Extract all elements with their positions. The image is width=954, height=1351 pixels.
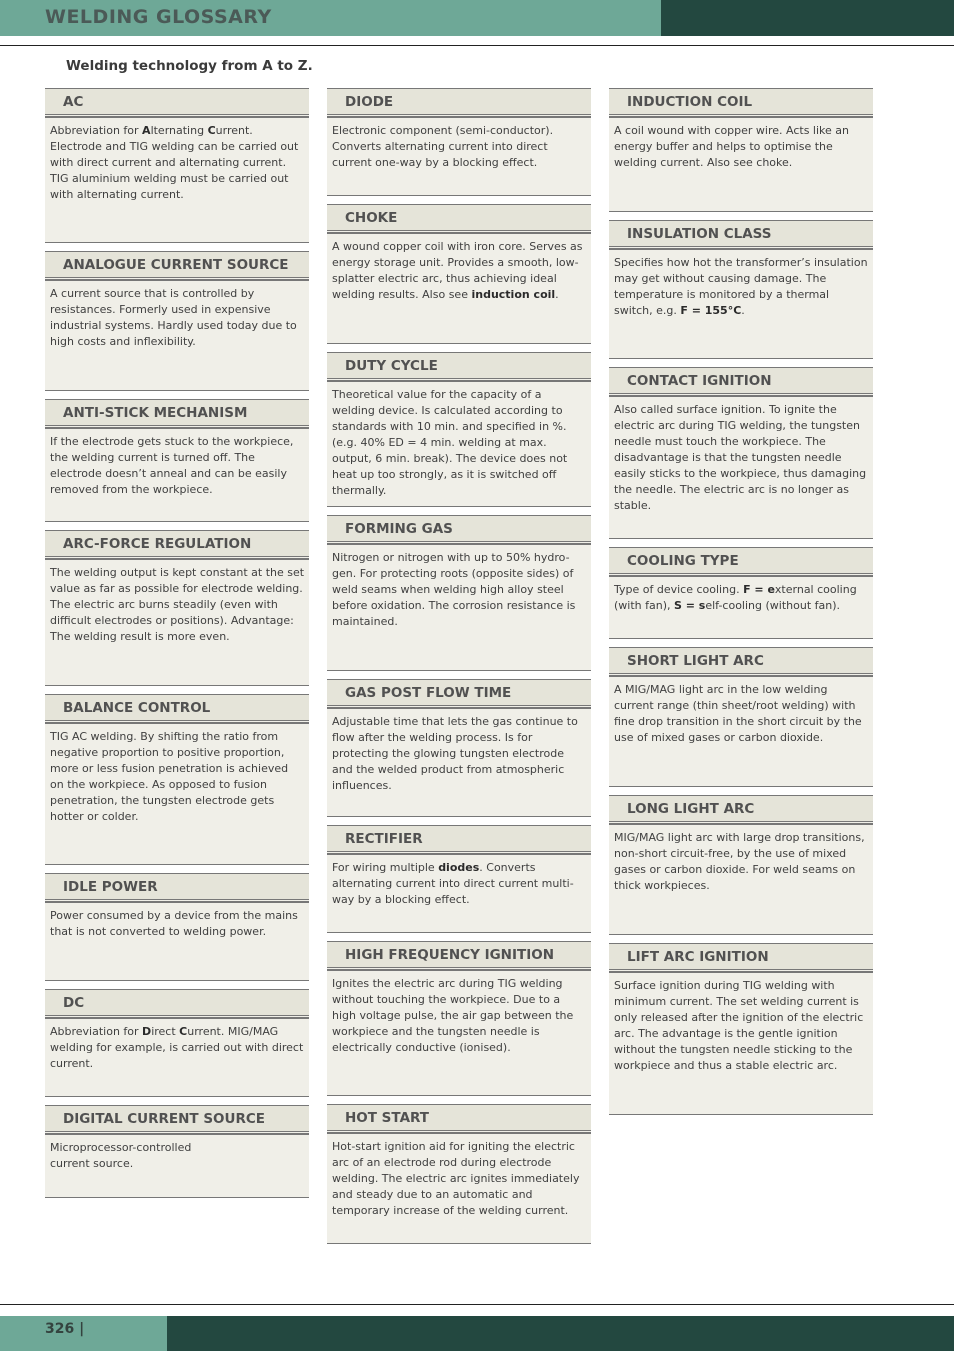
glossary-definition: A current source that is controlled by resistances. Formerly used in expensive industrial systems. Hardly used today due to high costs and inflexibility. [50, 287, 297, 348]
glossary-term: GAS POST FLOW TIME [345, 684, 512, 701]
glossary-entry-header [45, 252, 309, 278]
glossary-definition: Abbreviation for Direct Current. MIG/MAG welding for example, is carried out with direct current. [50, 1025, 304, 1070]
glossary-entry [327, 679, 591, 817]
glossary-definition: A coil wound with copper wire. Acts like an energy buffer and helps to optimise the welding current. Also see choke. [614, 124, 850, 169]
glossary-entry [45, 989, 309, 1097]
glossary-term: DIODE [345, 93, 394, 110]
glossary-entry-header [45, 531, 309, 557]
glossary-definition: If the electrode gets stuck to the workpiece, the welding current is turned off. The electrode doesn’t anneal and can be easily removed from the workpiece. [50, 435, 294, 496]
glossary-definition: A wound copper coil with iron core. Serves as energy storage unit. Provides a smooth, low-splatter electric arc, thus achieving ideal welding results. Also see induction coil. [332, 240, 583, 301]
glossary-entry [609, 547, 873, 639]
glossary-term: DC [63, 994, 85, 1011]
glossary-entry-header [327, 1105, 591, 1131]
glossary-term: DUTY CYCLE [345, 357, 438, 374]
glossary-entry [327, 88, 591, 196]
glossary-definition: A MIG/MAG light arc in the low welding current range (thin sheet/root welding) with fine drop transition in the short circuit by the use of mixed gases or carbon dioxide. [614, 683, 862, 744]
glossary-entry-header [609, 944, 873, 970]
glossary-definition: Specifies how hot the transformer’s insulation may get without causing damage. The temperature is monitored by a thermal switch, e.g. F = 155°C. [614, 256, 868, 317]
glossary-entry-header [45, 400, 309, 426]
glossary-term: BALANCE CONTROL [63, 699, 211, 716]
glossary-term: HOT START [345, 1109, 430, 1126]
glossary-entry-header [609, 368, 873, 394]
glossary-entry-header [327, 826, 591, 852]
header-divider [0, 45, 954, 46]
glossary-entry [609, 795, 873, 935]
glossary-definition: The welding output is kept constant at the set value as far as possible for electrode welding. The electric arc burns steadily (even with difficult electrodes or positions). Advantage: The welding result is more even. [50, 566, 305, 643]
glossary-definition: MIG/MAG light arc with large drop transitions, non-short circuit-free, by the use of mixed gases or carbon dioxide. For weld seams on thick workpieces. [614, 831, 865, 892]
glossary-entry-header [327, 516, 591, 542]
page-number: 326 | [45, 1321, 85, 1337]
glossary-entry [327, 515, 591, 671]
glossary-definition: Type of device cooling. F = external cooling (with fan), S = self-cooling (without fan). [614, 583, 857, 612]
glossary-definition: Microprocessor-controlled current source. [50, 1141, 192, 1170]
glossary-entry-header [609, 648, 873, 674]
glossary-definition: Ignites the electric arc during TIG welding without touching the workpiece. Due to a high voltage pulse, the air gap between the workpiece and the tungsten needle is electrically conductive (ionised). [332, 977, 574, 1054]
glossary-term: SHORT LIGHT ARC [627, 652, 764, 669]
glossary-entry [45, 88, 309, 243]
glossary-definition: TIG AC welding. By shifting the ratio from negative proportion to positive proportion, more or less fusion penetration is achieved on the workpiece. As opposed to fusion penetration, the tungsten electrode gets hotter or colder. [50, 730, 289, 823]
glossary-definition: Power consumed by a device from the mains that is not converted to welding power. [50, 909, 298, 938]
glossary-column-3 [609, 88, 873, 1123]
glossary-term: ARC-FORCE REGULATION [63, 535, 252, 552]
glossary-definition: Abbreviation for Alternating Current. Electrode and TIG welding can be carried out with direct current and alternating current. TIG aluminium welding must be carried out with alternating current. [50, 124, 299, 201]
glossary-term: LONG LIGHT ARC [627, 800, 755, 817]
glossary-entry [45, 399, 309, 522]
glossary-entry-header [327, 680, 591, 706]
glossary-definition: Nitrogen or nitrogen with up to 50% hydro-gen. For protecting roots (opposite sides) of weld seams when welding high alloy steel before oxidation. The corrosion resistance is maintained. [332, 551, 576, 628]
glossary-term: LIFT ARC IGNITION [627, 948, 769, 965]
glossary-entry [609, 220, 873, 359]
glossary-entry-header [45, 1106, 309, 1132]
glossary-entry-header [45, 874, 309, 900]
glossary-definition: Adjustable time that lets the gas continue to flow after the welding process. Is for protecting the glowing tungsten electrode and the welded product from atmospheric influences. [332, 715, 578, 792]
glossary-entry-header [609, 796, 873, 822]
glossary-entry-header [609, 548, 873, 574]
glossary-entry-header [327, 353, 591, 379]
glossary-entry [45, 251, 309, 391]
glossary-definition: Electronic component (semi-conductor). Converts alternating current into direct current one-way by a blocking effect. [332, 124, 554, 169]
footer-divider [0, 1304, 954, 1305]
glossary-definition: Hot-start ignition aid for igniting the electric arc of an electrode rod during electrode welding. The electric arc ignites immediately and steady due to an automatic and temporary increase of the welding current. [332, 1140, 580, 1217]
glossary-entry [609, 647, 873, 787]
glossary-term: INDUCTION COIL [627, 93, 753, 110]
page-title: WELDING GLOSSARY [45, 6, 272, 28]
glossary-entry [45, 530, 309, 686]
glossary-entry [45, 1105, 309, 1198]
page-subtitle: Welding technology from A to Z. [66, 58, 313, 74]
glossary-definition: Also called surface ignition. To ignite the electric arc during TIG welding, the tungsten needle must touch the workpiece. The disadvantage is that the tungsten needle easily sticks to the workpiece, thus damaging the needle. The electric arc is no longer as stable. [614, 403, 867, 512]
glossary-entry [327, 825, 591, 933]
glossary-column-2 [327, 88, 591, 1252]
header-band-dark [661, 0, 954, 36]
glossary-term: CHOKE [345, 209, 398, 226]
glossary-definition: Surface ignition during TIG welding with minimum current. The set welding current is only released after the ignition of the electric arc. The advantage is the gentle ignition without the tungsten needle sticking to the workpiece and thus a stable electric arc. [614, 979, 864, 1072]
glossary-entry [609, 943, 873, 1115]
glossary-entry [327, 1104, 591, 1244]
glossary-entry-header [45, 990, 309, 1016]
glossary-term: FORMING GAS [345, 520, 453, 537]
glossary-entry-header [45, 89, 309, 115]
glossary-entry-header [45, 695, 309, 721]
glossary-definition: Theoretical value for the capacity of a welding device. Is calculated according to standards with 10 min. and specified in %. (e.g. 40% ED = 4 min. welding at max. output, 6 min. break). The device does not heat up too strongly, as it is switched off thermally. [332, 388, 568, 497]
glossary-entry [327, 204, 591, 344]
glossary-term: COOLING TYPE [627, 552, 739, 569]
glossary-entry [327, 352, 591, 507]
glossary-column-1 [45, 88, 309, 1206]
glossary-term: CONTACT IGNITION [627, 372, 772, 389]
glossary-term: DIGITAL CURRENT SOURCE [63, 1110, 266, 1127]
glossary-term: HIGH FREQUENCY IGNITION [345, 946, 555, 963]
glossary-entry-header [327, 89, 591, 115]
glossary-term: IDLE POWER [63, 878, 158, 895]
glossary-entry [327, 941, 591, 1096]
glossary-entry [609, 367, 873, 539]
glossary-term: ANTI-STICK MECHANISM [63, 404, 248, 421]
footer-band-dark [167, 1316, 954, 1351]
glossary-entry-header [609, 221, 873, 247]
glossary-entry-header [609, 89, 873, 115]
glossary-term: INSULATION CLASS [627, 225, 772, 242]
glossary-entry [609, 88, 873, 212]
glossary-definition: For wiring multiple diodes. Converts alternating current into direct current multi-way by a blocking effect. [332, 861, 574, 906]
glossary-entry-header [327, 942, 591, 968]
glossary-term: AC [63, 93, 84, 110]
glossary-term: ANALOGUE CURRENT SOURCE [63, 256, 289, 273]
glossary-entry [45, 873, 309, 981]
glossary-entry-header [327, 205, 591, 231]
glossary-entry [45, 694, 309, 865]
glossary-term: RECTIFIER [345, 830, 423, 847]
